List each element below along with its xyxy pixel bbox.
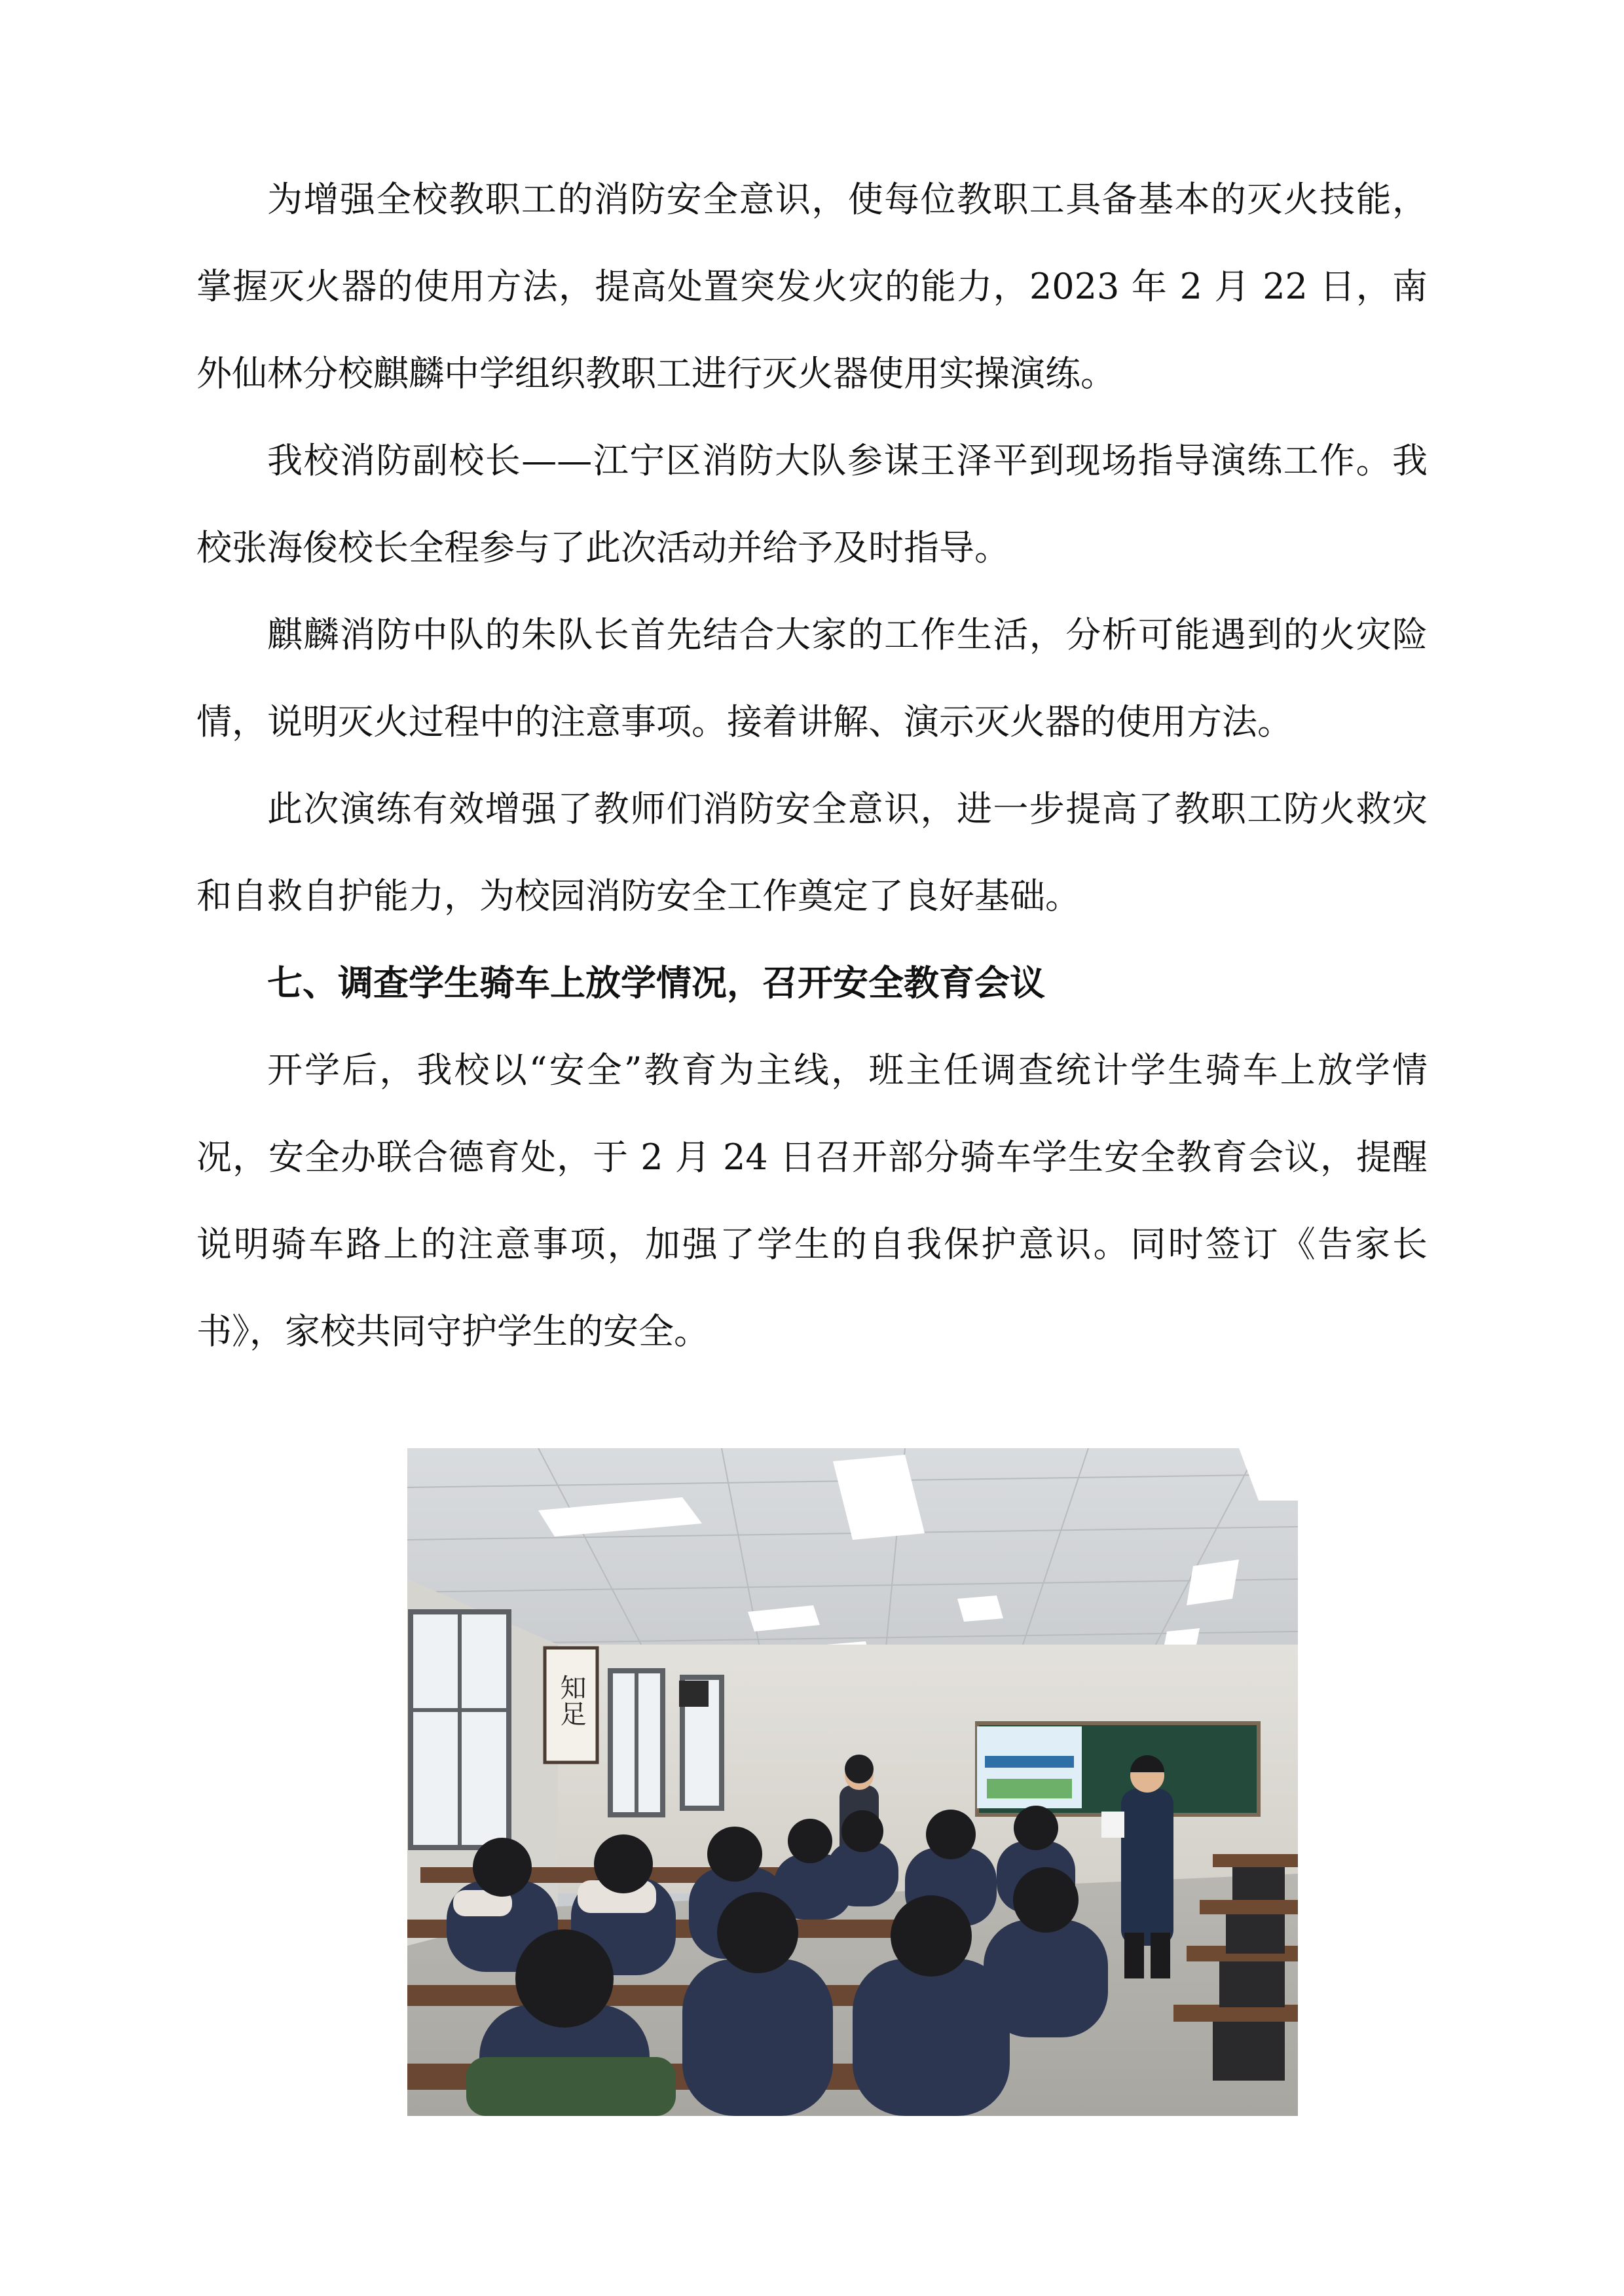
- paragraph-fire-captain: 麒麟消防中队的朱队长首先结合大家的工作生活，分析可能遇到的火灾险情，说明灭火过程中的注意事项。接着讲解、演示灭火器的使用方法。: [196, 614, 1428, 742]
- paragraph-fire-summary: 此次演练有效增强了教师们消防安全意识，进一步提高了教职工防火救灾和自救自护能力，为校园消防安全工作奠定了良好基础。: [196, 788, 1428, 917]
- article-body: [196, 156, 1428, 1375]
- section-heading: 七、调查学生骑车上放学情况，召开安全教育会议: [267, 962, 1045, 1004]
- paragraph-fire-principal: 我校消防副校长——江宁区消防大队参谋王泽平到现场指导演练工作。我校张海俊校长全程参与了此次活动并给予及时指导。: [196, 440, 1428, 568]
- calligraphy-text: 知足: [556, 1674, 586, 1726]
- paragraph-bike-safety: 开学后，我校以“安全”教育为主线，班主任调查统计学生骑车上放学情况，安全办联合德育处，于 2 月 24 日召开部分骑车学生安全教育会议，提醒说明骑车路上的注意事项，加强了学生的自我保护意识。同时签订《告家长书》，家校共同守护学生的安全。: [196, 1049, 1428, 1352]
- classroom-meeting-photo: [407, 1448, 1298, 2116]
- paragraph-fire-drill-intro: 为增强全校教职工的消防安全意识，使每位教职工具备基本的灭火技能，掌握灭火器的使用方法，提高处置突发火灾的能力，2023 年 2 月 22 日，南外仙林分校麒麟中学组织教职工进行灭火器使用实操演练。: [196, 179, 1428, 394]
